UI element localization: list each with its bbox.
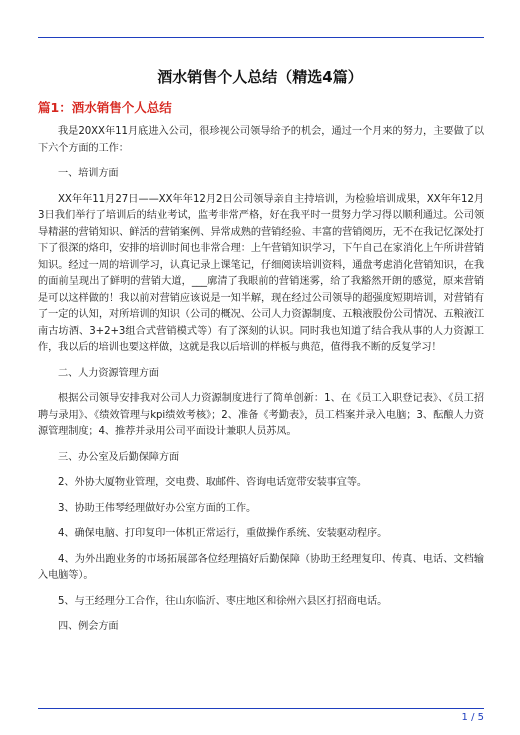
paragraph: 5、与王经理分工合作，往山东临沂、枣庄地区和徐州六县区打招商电话。: [58, 595, 388, 607]
paragraph: 3、协助王伟琴经理做好办公室方面的工作。: [58, 502, 257, 514]
paragraph: 2、外协大厦物业管理，交电费、取邮件、咨询电话宽带安装事宜等。: [58, 477, 368, 488]
paragraph: 4、为外出跑业务的市场拓展部各位经理搞好后勤保障（协助王经理复印、传真、电话、文档输入电脑等）。: [38, 553, 484, 581]
subheading: 二、人力资源管理方面: [58, 367, 159, 379]
page-number: 1 / 5: [461, 712, 484, 723]
page-title: 酒水销售个人总结（精选4篇）: [157, 68, 363, 86]
section-heading: 篇1：酒水销售个人总结: [38, 100, 172, 115]
footer-rule: [38, 708, 484, 709]
header-rule: [38, 37, 484, 38]
paragraph: 4、确保电脑、打印复印一体机正常运行，重做操作系统、安装驱动程序。: [58, 528, 388, 539]
document-body: [38, 124, 484, 645]
paragraph: 根据公司领导安排我对公司人力资源制度进行了简单创新：1、在《员工入职登记表》、《员工招聘与录用》、《绩效管理与kpi绩效考核》；2、准备《考勤表》，员工档案并录入电脑；3、酝酿人力资源管理制度；4、推荐并录用公司平面设计兼职人员苏凤。: [38, 393, 484, 437]
paragraph: XX年年11月27日——XX年年12月2日公司领导亲自主持培训，为检验培训成果，XX年年12月3日我们举行了培训后的结业考试，监考非常严格，好在我平时一贯努力学习得以顺利通过。公司领导精湛的营销知识、鲜活的营销案例、异常成熟的营销经验、丰富的营销阅历，无不在我记忆深处打下了很深的烙印，安排的培训时间也非常合理：上午营销知识学习，下午自己在家消化上午所讲营销知识。经过一周的培训学习，认真记录上课笔记，仔细阅读培训资料，通盘考虑消化营销知识，在我的面前呈现出了鲜明的营销大道，___廓清了我眼前的营销迷雾，给了我豁然开朗的感觉，原来营销是可以这样做的！我以前对营销应该说是一知半解，现在经过公司领导的超强度短期培训，对营销有了一定的认知，对所培训的知识（公司的概况、公司人力资源制度、五粮液股份公司情况、五粮液江南古坊酒、3+2+3组合式营销模式等）有了深刻的认识。同时我也知道了结合我从事的人力资源工作，我以后的培训也要这样做，这就是我以后培训的样板与典范，值得我不断的反复学习！: [38, 193, 484, 353]
paragraph: 我是20XX年11月底进入公司，很珍视公司领导给予的机会，通过一个月来的努力，主要做了以下六个方面的工作：: [38, 126, 484, 154]
subheading: 三、办公室及后勤保障方面: [58, 451, 180, 463]
subheading: 一、培训方面: [58, 168, 119, 179]
subheading: 四、例会方面: [58, 621, 119, 632]
